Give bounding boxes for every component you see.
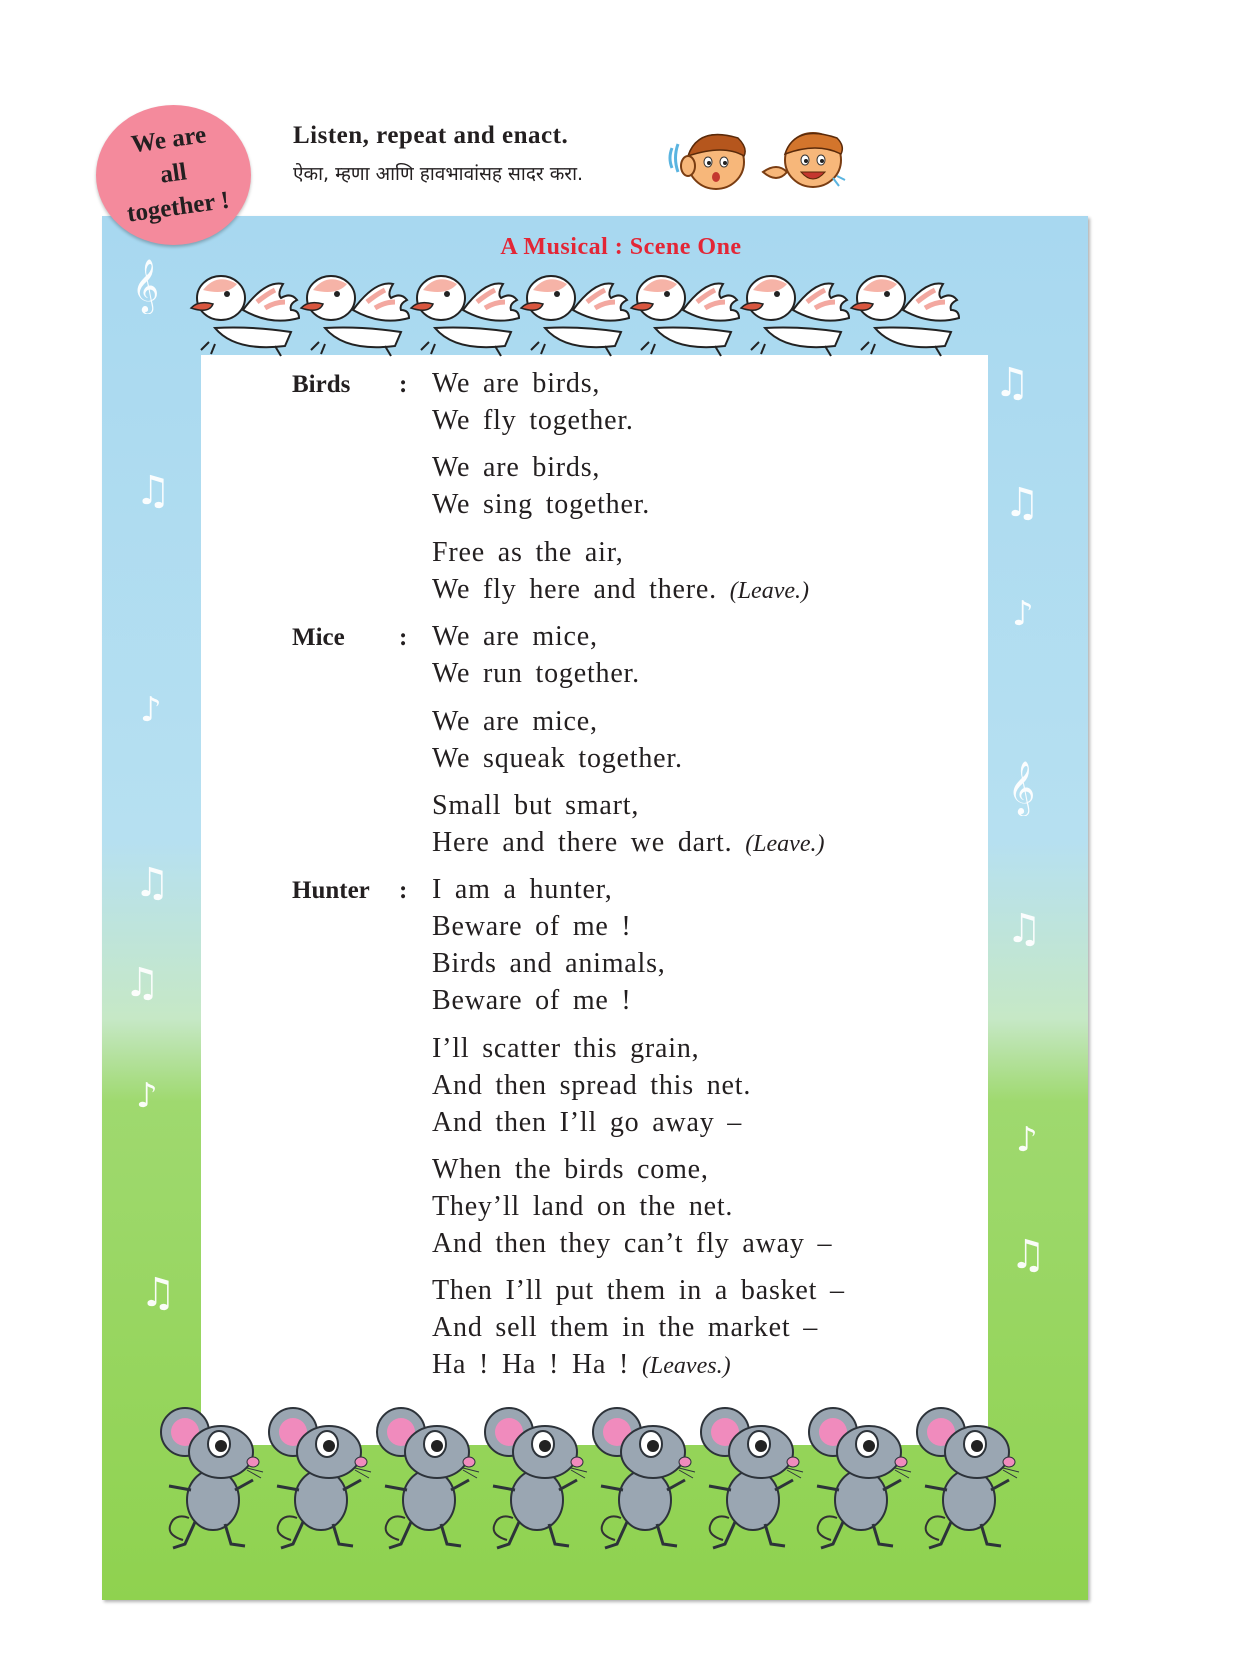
- hunter-stanza-4: [432, 1272, 845, 1385]
- verse-line: I am a hunter,: [432, 874, 613, 905]
- speaker-hunter: Hunter: [292, 877, 370, 904]
- verse-line: We are mice,: [432, 706, 598, 737]
- music-note-icon: ♪: [1012, 594, 1034, 634]
- music-note-icon: ♫: [140, 1270, 176, 1316]
- verse-line: We are birds,: [432, 452, 601, 483]
- verse-line: Ha ! Ha ! Ha !: [432, 1349, 630, 1380]
- verse-line: Free as the air,: [432, 537, 624, 568]
- hunter-stanza-3: [432, 1151, 832, 1262]
- instruction-english: Listen, repeat and enact.: [293, 122, 569, 149]
- music-note-icon: ♪: [1016, 1120, 1038, 1160]
- music-note-icon: ♫: [124, 960, 160, 1006]
- verse-line: We fly together.: [432, 405, 634, 436]
- birds-stanza-3: [432, 534, 809, 610]
- birds-border: [185, 262, 995, 360]
- verse-line: And then they can’t fly away –: [432, 1228, 833, 1259]
- mice-stanza-2: [432, 703, 683, 777]
- music-note-icon: ♫: [1006, 906, 1042, 952]
- speaker-colon: :: [399, 371, 408, 398]
- hunter-stanza-1: [432, 871, 666, 1019]
- speaker-mice: Mice: [292, 624, 345, 651]
- birds-stanza-1: [432, 365, 634, 439]
- music-note-icon: ♫: [994, 360, 1030, 406]
- music-note-icon: ♫: [134, 860, 170, 906]
- stage-direction: (Leaves.): [641, 1353, 731, 1379]
- verse-line: Beware of me !: [432, 911, 632, 942]
- music-note-icon: ♫: [1010, 1232, 1046, 1278]
- treble-clef-icon: 𝄞: [132, 258, 160, 312]
- verse-line: We sing together.: [432, 489, 651, 520]
- music-note-icon: ♫: [135, 468, 171, 514]
- verse-line: Small but smart,: [432, 790, 640, 821]
- hunter-stanza-2: [432, 1030, 751, 1141]
- speaker-colon: :: [399, 877, 408, 904]
- badge-line-1: We are: [129, 121, 208, 159]
- verse-line: We are mice,: [432, 621, 598, 652]
- verse-line: Here and there we dart.: [432, 827, 733, 858]
- verse-line: They’ll land on the net.: [432, 1191, 734, 1222]
- music-note-icon: ♪: [140, 690, 162, 730]
- treble-clef-icon: 𝄞: [1008, 760, 1036, 814]
- mice-border: [155, 1390, 1070, 1560]
- verse-line: We run together.: [432, 658, 640, 689]
- verse-line: And then spread this net.: [432, 1070, 752, 1101]
- mice-stanza-3: [432, 787, 824, 863]
- scene-title: A Musical : Scene One: [500, 234, 742, 260]
- verse-line: We fly here and there.: [432, 574, 717, 605]
- verse-line: When the birds come,: [432, 1154, 709, 1185]
- music-note-icon: ♪: [136, 1076, 158, 1116]
- instruction-marathi: ऐका, म्हणा आणि हावभावांसह सादर करा.: [293, 163, 584, 185]
- stage-direction: (Leave.): [745, 831, 825, 857]
- speaker-birds: Birds: [292, 371, 351, 398]
- verse-line: Then I’ll put them in a basket –: [432, 1275, 845, 1306]
- verse-line: Birds and animals,: [432, 948, 666, 979]
- listening-children-icon: [668, 122, 848, 194]
- badge-line-3: together !: [125, 186, 232, 228]
- birds-stanza-2: [432, 449, 650, 523]
- verse-line: We are birds,: [432, 368, 601, 399]
- stage-direction: (Leave.): [729, 578, 809, 604]
- badge-line-2: all: [158, 158, 189, 189]
- verse-line: We squeak together.: [432, 743, 683, 774]
- verse-line: I’ll scatter this grain,: [432, 1033, 700, 1064]
- mice-stanza-1: [432, 618, 640, 692]
- lesson-badge: [96, 105, 251, 245]
- music-note-icon: ♫: [1004, 480, 1040, 526]
- verse-line: Beware of me !: [432, 985, 632, 1016]
- speaker-colon: :: [399, 624, 408, 651]
- instruction: [293, 122, 583, 186]
- verse-line: And sell them in the market –: [432, 1312, 819, 1343]
- verse-line: And then I’ll go away –: [432, 1107, 743, 1138]
